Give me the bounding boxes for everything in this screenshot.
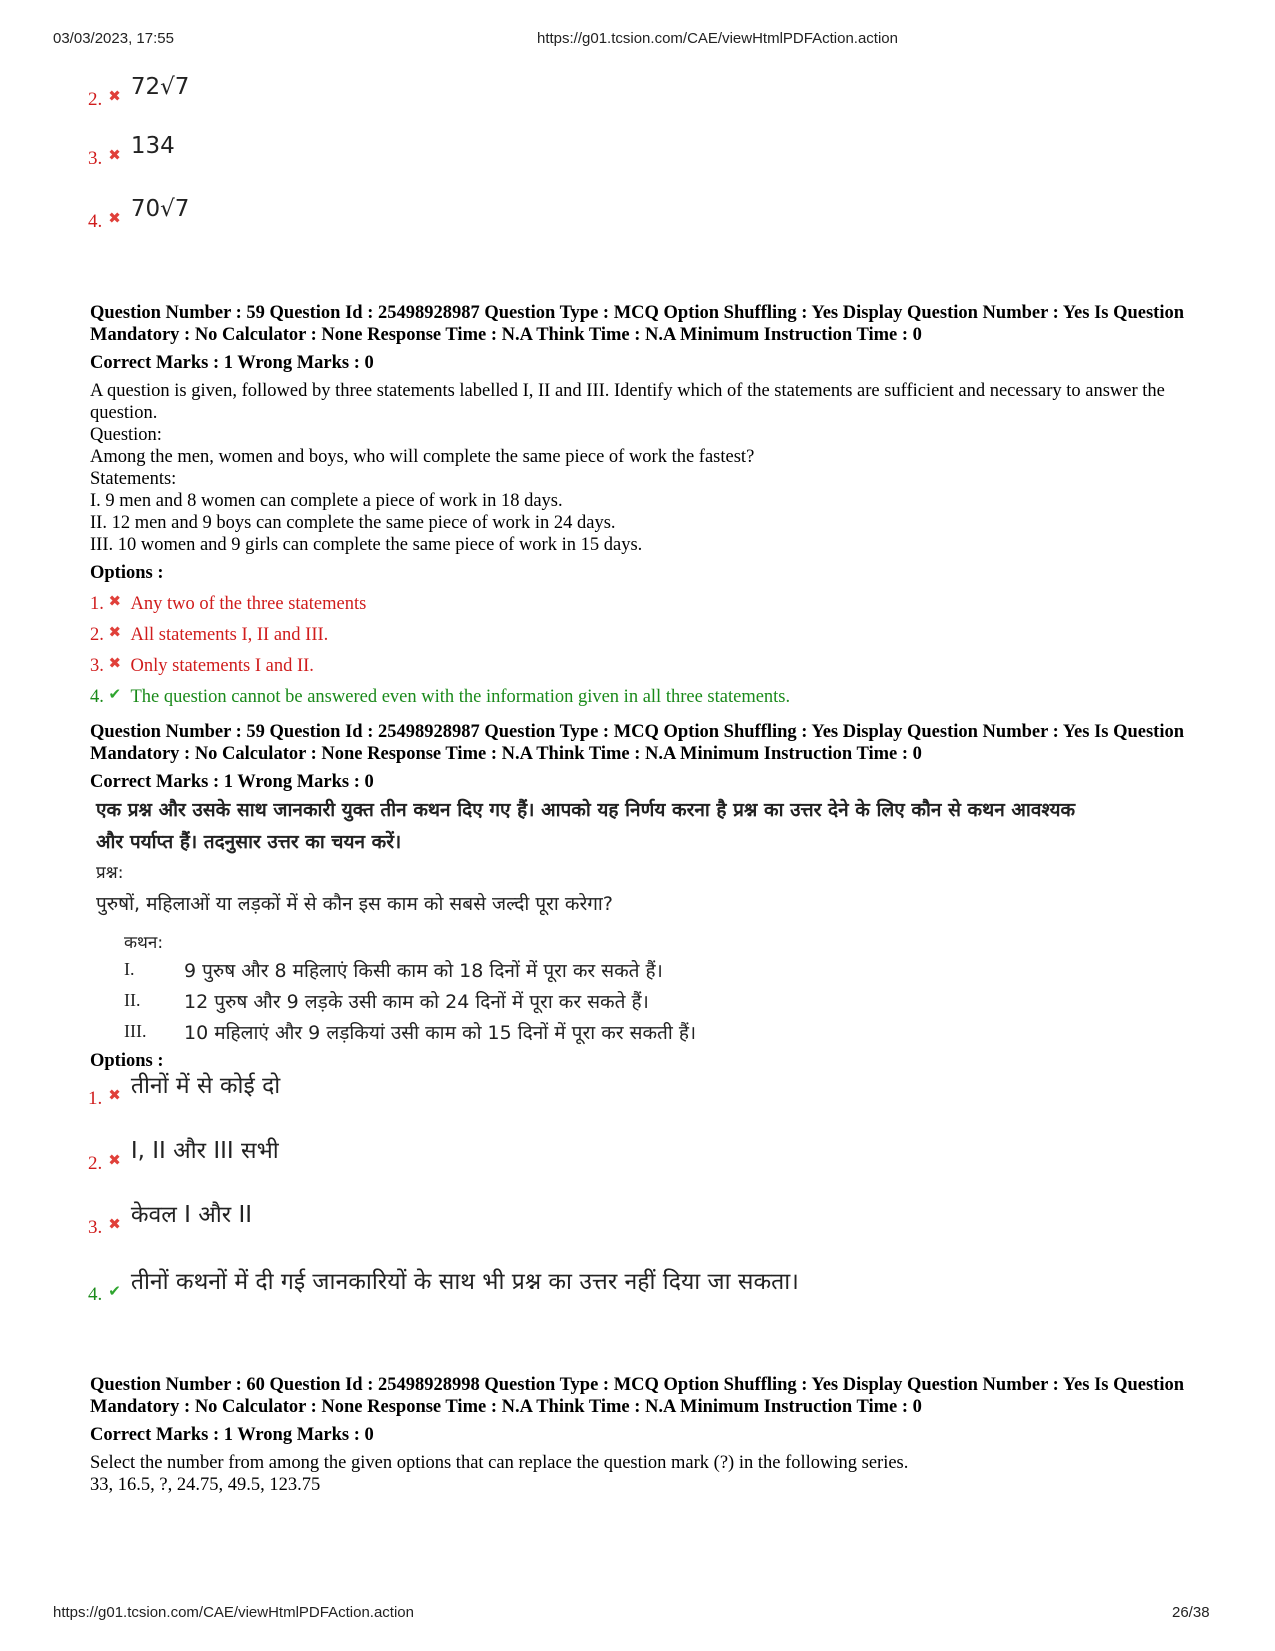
question-59-hindi — [90, 721, 1195, 793]
question-text-line: Select the number from among the given options that can replace the question mark (?) in the following series. — [90, 1453, 909, 1473]
option-4 — [90, 684, 1195, 708]
statement-numeral: II. — [124, 990, 141, 1010]
hindi-statements — [124, 928, 696, 1047]
option-number: 1. — [90, 594, 104, 614]
question-body — [90, 1452, 1195, 1496]
statement-numeral: I. — [124, 959, 135, 979]
option-number: 1. — [88, 1088, 103, 1109]
option-number: 4. — [88, 211, 103, 232]
option-number: 2. — [90, 625, 104, 645]
hindi-statement — [124, 1016, 696, 1047]
statement-text: 12 पुरुष और 9 लड़के उसी काम को 24 दिनों में पूरा कर सकते हैं। — [184, 990, 649, 1013]
option-value: 134 — [130, 133, 175, 159]
wrong-icon: ✖ — [108, 594, 122, 610]
question-text-line: Statements: — [90, 469, 177, 489]
statement-text: 9 पुरुष और 8 महिलाएं किसी काम को 18 दिनों में पूरा कर सकते हैं। — [184, 959, 663, 982]
option-value: 72√7 — [130, 74, 190, 100]
question-meta: Question Number : 60 Question Id : 25498928998 Question Type : MCQ Option Shuffling : Yes Display Question Number : Yes Is Question Mandatory : No Calculator : None Response Time : N.A Think Time : N.A Minimum Instruction Time : 0 — [90, 1375, 1185, 1417]
header-datetime: 03/03/2023, 17:55 — [53, 30, 174, 47]
wrong-icon: ✖ — [108, 1088, 121, 1104]
options-label: Options : — [90, 1051, 164, 1071]
option-2 — [90, 622, 1195, 646]
option-number: 3. — [88, 1217, 103, 1238]
option-text: Only statements I and II. — [130, 656, 314, 676]
question-body — [90, 380, 1195, 556]
option-text: तीनों कथनों में दी गई जानकारियों के साथ भी प्रश्न का उत्तर नहीं दिया जा सकता। — [130, 1269, 799, 1295]
question-meta: Question Number : 59 Question Id : 25498928987 Question Type : MCQ Option Shuffling : Yes Display Question Number : Yes Is Question Mandatory : No Calculator : None Response Time : N.A Think Time : N.A Minimum Instruction Time : 0 — [90, 303, 1185, 345]
prev-option-3 — [88, 133, 175, 169]
question-marks: Correct Marks : 1 Wrong Marks : 0 — [90, 1425, 374, 1445]
question-marks: Correct Marks : 1 Wrong Marks : 0 — [90, 353, 374, 373]
question-meta: Question Number : 59 Question Id : 25498928987 Question Type : MCQ Option Shuffling : Yes Display Question Number : Yes Is Question Mandatory : No Calculator : None Response Time : N.A Think Time : N.A Minimum Instruction Time : 0 — [90, 722, 1185, 764]
question-text-line: 33, 16.5, ?, 24.75, 49.5, 123.75 — [90, 1475, 321, 1495]
footer-url: https://g01.tcsion.com/CAE/viewHtmlPDFAction.action — [53, 1604, 414, 1621]
option-text: The question cannot be answered even with the information given in all three statements. — [130, 687, 791, 707]
option-3 — [90, 653, 1195, 677]
question-59-english — [90, 302, 1195, 708]
question-60 — [90, 1374, 1195, 1496]
hindi-option-4 — [88, 1269, 799, 1305]
option-number: 4. — [90, 687, 104, 707]
question-marks: Correct Marks : 1 Wrong Marks : 0 — [90, 772, 374, 792]
correct-check-icon: ✔ — [108, 1284, 121, 1300]
hindi-statement — [124, 985, 696, 1016]
hindi-option-1 — [88, 1073, 281, 1109]
header-url: https://g01.tcsion.com/CAE/viewHtmlPDFAction.action — [537, 30, 898, 47]
option-text: All statements I, II and III. — [130, 625, 329, 645]
question-text-line: III. 10 women and 9 girls can complete the same piece of work in 15 days. — [90, 535, 643, 555]
option-text: Any two of the three statements — [130, 594, 367, 614]
statement-text: 10 महिलाएं और 9 लड़कियां उसी काम को 15 दिनों में पूरा कर सकती हैं। — [184, 1021, 697, 1044]
hindi-options-header — [90, 1050, 1195, 1072]
option-text: केवल I और II — [130, 1202, 253, 1228]
wrong-icon: ✖ — [108, 148, 121, 164]
hindi-question-image — [96, 794, 1096, 920]
option-1 — [90, 591, 1195, 615]
option-number: 2. — [88, 89, 103, 110]
wrong-icon: ✖ — [108, 89, 121, 105]
wrong-icon: ✖ — [108, 211, 121, 227]
hindi-option-2 — [88, 1138, 279, 1174]
option-number: 3. — [88, 148, 103, 169]
option-text: तीनों में से कोई दो — [130, 1073, 281, 1099]
question-text-line: A question is given, followed by three statements labelled I, II and III. Identify which of the statements are sufficient and necessary to answer the question. — [90, 381, 1165, 423]
wrong-icon: ✖ — [108, 1217, 121, 1233]
question-text-line: II. 12 men and 9 boys can complete the same piece of work in 24 days. — [90, 513, 616, 533]
option-number: 3. — [90, 656, 104, 676]
question-text-line: Among the men, women and boys, who will complete the same piece of work the fastest? — [90, 447, 755, 467]
options-label: Options : — [90, 563, 164, 583]
option-number: 4. — [88, 1284, 103, 1305]
hindi-statements-label: कथन: — [124, 932, 164, 953]
option-value: 70√7 — [130, 196, 190, 222]
page-number: 26/38 — [1172, 1604, 1210, 1621]
hindi-intro: एक प्रश्न और उसके साथ जानकारी युक्त तीन कथन दिए गए हैं। आपको यह निर्णय करना है प्रश्न का उत्तर देने के लिए कौन से कथन आवश्यक और पर्याप्त हैं। तदनुसार उत्तर का चयन करें। — [96, 799, 1076, 853]
hindi-question-text: पुरुषों, महिलाओं या लड़कों में से कौन इस काम को सबसे जल्दी पूरा करेगा? — [96, 893, 613, 915]
hindi-question-label: प्रश्न: — [96, 863, 124, 883]
question-text-line: I. 9 men and 8 women can complete a piece of work in 18 days. — [90, 491, 563, 511]
question-text-line: Question: — [90, 425, 162, 445]
hindi-option-3 — [88, 1202, 253, 1238]
wrong-icon: ✖ — [108, 1153, 121, 1169]
option-text: I, II और III सभी — [130, 1138, 279, 1164]
wrong-icon: ✖ — [108, 656, 122, 672]
option-number: 2. — [88, 1153, 103, 1174]
prev-option-4 — [88, 196, 190, 232]
statement-numeral: III. — [124, 1021, 147, 1041]
prev-option-2 — [88, 74, 190, 110]
hindi-statement — [124, 954, 696, 985]
wrong-icon: ✖ — [108, 625, 122, 641]
correct-check-icon: ✔ — [108, 687, 122, 703]
